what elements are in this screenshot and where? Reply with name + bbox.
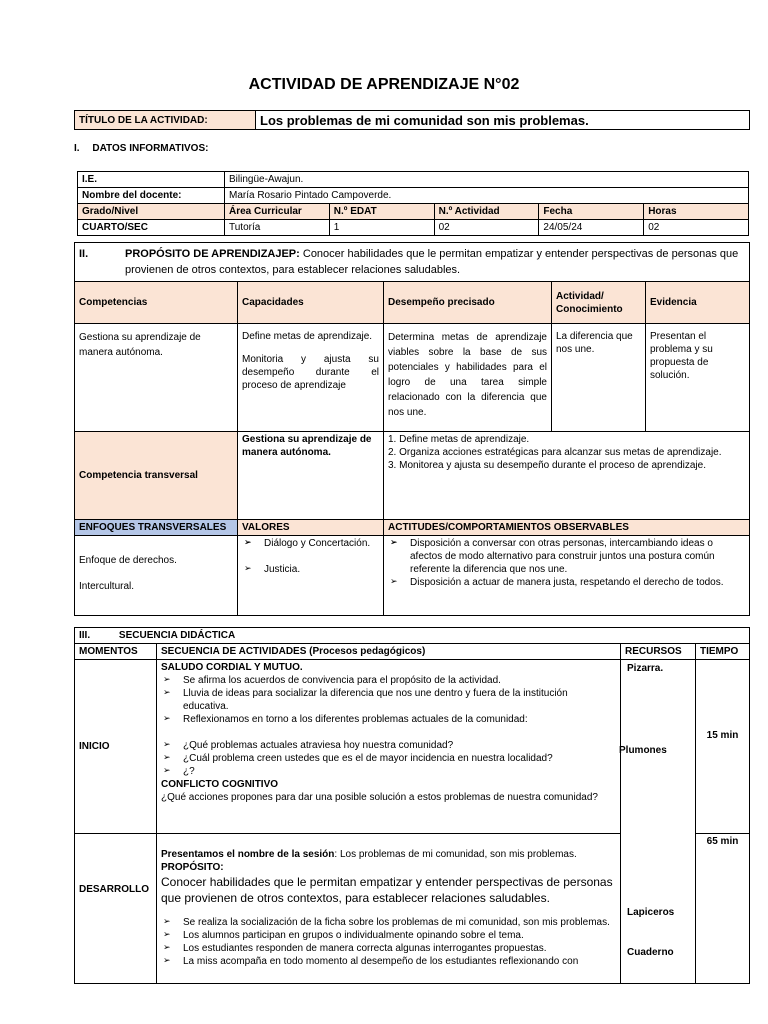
value-grado: CUARTO/SEC bbox=[78, 220, 225, 236]
inicio-item: ➢ Se afirma los acuerdos de convivencia para el propósito de la actividad. bbox=[161, 674, 616, 687]
actitud-item: ➢ Disposición a actuar de manera justa, respetando el derecho de todos. bbox=[388, 576, 745, 589]
competencia-transversal-label: Competencia transversal bbox=[75, 432, 238, 520]
recurso-plumones: Plumones bbox=[619, 745, 667, 756]
inicio-content bbox=[157, 660, 621, 834]
session-label: Presentamos el nombre de la sesión bbox=[161, 849, 335, 860]
desempeno-cell: Determina metas de aprendizaje viables sobre la base de sus potenciales y habilidades para el logro de una tarea simple relacionado con la diferencia que nos une. bbox=[384, 324, 552, 432]
actividad-cell: La diferencia que nos une. bbox=[552, 324, 646, 432]
purpose-text: Conocer habilidades que le permitan empatizar y entender perspectivas de personas que provienen de otros contextos, para establecer relaciones saludables. bbox=[125, 248, 739, 276]
value-edat: 1 bbox=[329, 220, 434, 236]
desarrollo-time: 65 min bbox=[696, 834, 750, 984]
inicio-label: INICIO bbox=[75, 660, 157, 834]
valor-item: ➢ Diálogo y Concertación. bbox=[242, 537, 379, 550]
actitudes-cell bbox=[384, 536, 750, 616]
header-actividad-conocimiento: Actividad/ Conocimiento bbox=[552, 282, 646, 324]
header-secuencia: SECUENCIA DE ACTIVIDADES (Procesos pedagógicos) bbox=[157, 644, 621, 660]
header-momentos: MOMENTOS bbox=[75, 644, 157, 660]
header-recursos: RECURSOS bbox=[621, 644, 696, 660]
conflict-text: ¿Qué acciones propones para dar una posible solución a estos problemas de nuestra comunidad? bbox=[161, 792, 598, 803]
sequence-table bbox=[74, 627, 750, 984]
capacidades-cell bbox=[238, 324, 384, 432]
section-1-number: I. bbox=[74, 143, 80, 154]
info-table bbox=[77, 171, 749, 236]
header-edat: N.º EDAT bbox=[329, 204, 434, 220]
purpose-row bbox=[75, 243, 750, 282]
inicio-heading: SALUDO CORDIAL Y MUTUO. bbox=[161, 662, 303, 673]
section-1-heading bbox=[74, 143, 208, 154]
docente-value: María Rosario Pintado Campoverde. bbox=[225, 188, 749, 204]
enfoque-intercultural: Intercultural. bbox=[79, 581, 135, 592]
inicio-question: ➢ ¿? bbox=[161, 765, 616, 778]
actitudes-header: ACTITUDES/COMPORTAMIENTOS OBSERVABLES bbox=[384, 520, 750, 536]
inicio-item: ➢ Lluvia de ideas para socializar la diferencia que nos une dentro y fuera de la institución educativa. bbox=[161, 687, 616, 713]
purpose-label: PROPÓSITO DE APRENDIZAJEP: bbox=[125, 248, 300, 260]
desarrollo-content bbox=[157, 834, 621, 984]
desarrollo-item: ➢ Los estudiantes responden de manera correcta algunas interrogantes propuestas. bbox=[161, 942, 616, 955]
enfoques-header: ENFOQUES TRANSVERSALES bbox=[75, 520, 238, 536]
docente-label: Nombre del docente: bbox=[78, 188, 225, 204]
desarrollo-item: ➢ Se realiza la socialización de la ficha sobre los problemas de mi comunidad, son mis problemas. bbox=[161, 916, 616, 929]
ie-label: I.E. bbox=[78, 172, 225, 188]
header-fecha: Fecha bbox=[539, 204, 644, 220]
actitud-item: ➢ Disposición a conversar con otras personas, intercambiando ideas o afectos de modo alternativo para construir juntos una postura común referente la diferencia que nos une. bbox=[388, 537, 745, 576]
section-3-label: SECUENCIA DIDÁCTICA bbox=[118, 630, 236, 641]
section-2-number: II. bbox=[79, 248, 89, 260]
enfoques-cell bbox=[75, 536, 238, 616]
header-grado: Grado/Nivel bbox=[78, 204, 225, 220]
header-horas: Horas bbox=[644, 204, 749, 220]
value-fecha: 24/05/24 bbox=[539, 220, 644, 236]
header-area: Área Curricular bbox=[225, 204, 330, 220]
activity-title-label: TÍTULO DE LA ACTIVIDAD: bbox=[75, 111, 256, 130]
valor-item: ➢ Justicia. bbox=[242, 563, 379, 576]
transversal-items bbox=[384, 432, 750, 520]
header-capacidades: Capacidades bbox=[238, 282, 384, 324]
conflict-heading: CONFLICTO COGNITIVO bbox=[161, 779, 279, 790]
header-tiempo: TIEMPO bbox=[696, 644, 750, 660]
desarrollo-item: ➢ La miss acompaña en todo momento al desempeño de los estudiantes reflexionando con bbox=[161, 955, 616, 968]
header-actividad: N.º Actividad bbox=[434, 204, 539, 220]
page-title: ACTIVIDAD DE APRENDIZAJE N°02 bbox=[248, 76, 520, 93]
inicio-question: ➢ ¿Qué problemas actuales atraviesa hoy nuestra comunidad? bbox=[161, 739, 616, 752]
transversal-item: 1. Define metas de aprendizaje. bbox=[388, 434, 530, 445]
capacidad-1: Define metas de aprendizaje. bbox=[242, 331, 373, 342]
section-3-number: III. bbox=[79, 630, 91, 641]
ie-value: Bilingüe-Awajun. bbox=[225, 172, 749, 188]
proposito-text: Conocer habilidades que le permitan empatizar y entender perspectivas de personas que provienen de otros contextos, para establecer relaciones saludables. bbox=[161, 875, 613, 905]
value-actividad: 02 bbox=[434, 220, 539, 236]
header-desempeno: Desempeño precisado bbox=[384, 282, 552, 324]
inicio-time: 15 min bbox=[696, 660, 750, 834]
recurso-pizarra: Pizarra. bbox=[627, 663, 664, 674]
header-competencias: Competencias bbox=[75, 282, 238, 324]
value-area: Tutoría bbox=[225, 220, 330, 236]
recurso-lapiceros: Lapiceros bbox=[627, 907, 675, 918]
transversal-competencia: Gestiona su aprendizaje de manera autónoma. bbox=[238, 432, 384, 520]
desarrollo-item: ➢ Los alumnos participan en grupos o individualmente opinando sobre el tema. bbox=[161, 929, 616, 942]
activity-title-value: Los problemas de mi comunidad son mis problemas. bbox=[256, 111, 750, 130]
section-3-heading-row bbox=[75, 628, 750, 644]
enfoque-derechos: Enfoque de derechos. bbox=[79, 555, 177, 566]
transversal-item: 3. Monitorea y ajusta su desempeño durante el proceso de aprendizaje. bbox=[388, 460, 706, 471]
section-1-label: DATOS INFORMATIVOS: bbox=[92, 143, 209, 154]
desarrollo-label: DESARROLLO bbox=[75, 834, 157, 984]
activity-title-table bbox=[74, 110, 750, 130]
value-horas: 02 bbox=[644, 220, 749, 236]
valores-header: VALORES bbox=[238, 520, 384, 536]
header-evidencia: Evidencia bbox=[646, 282, 750, 324]
recurso-cuaderno: Cuaderno bbox=[627, 947, 674, 958]
transversal-item: 2. Organiza acciones estratégicas para alcanzar sus metas de aprendizaje. bbox=[388, 447, 722, 458]
competencia-cell: Gestiona su aprendizaje de manera autónoma. bbox=[75, 324, 238, 432]
proposito-label: PROPÓSITO: bbox=[161, 862, 224, 873]
purpose-table bbox=[74, 242, 750, 616]
inicio-question: ➢ ¿Cuál problema creen ustedes que es el de mayor incidencia en nuestra localidad? bbox=[161, 752, 616, 765]
inicio-item: ➢ Reflexionamos en torno a los diferentes problemas actuales de la comunidad: bbox=[161, 713, 616, 726]
evidencia-cell: Presentan el problema y su propuesta de solución. bbox=[646, 324, 750, 432]
valores-cell bbox=[238, 536, 384, 616]
session-name: : Los problemas de mi comunidad, son mis problemas. bbox=[334, 849, 577, 860]
recursos-cell bbox=[621, 660, 696, 984]
capacidad-2: Monitoria y ajusta su desempeño durante el proceso de aprendizaje bbox=[242, 354, 379, 391]
